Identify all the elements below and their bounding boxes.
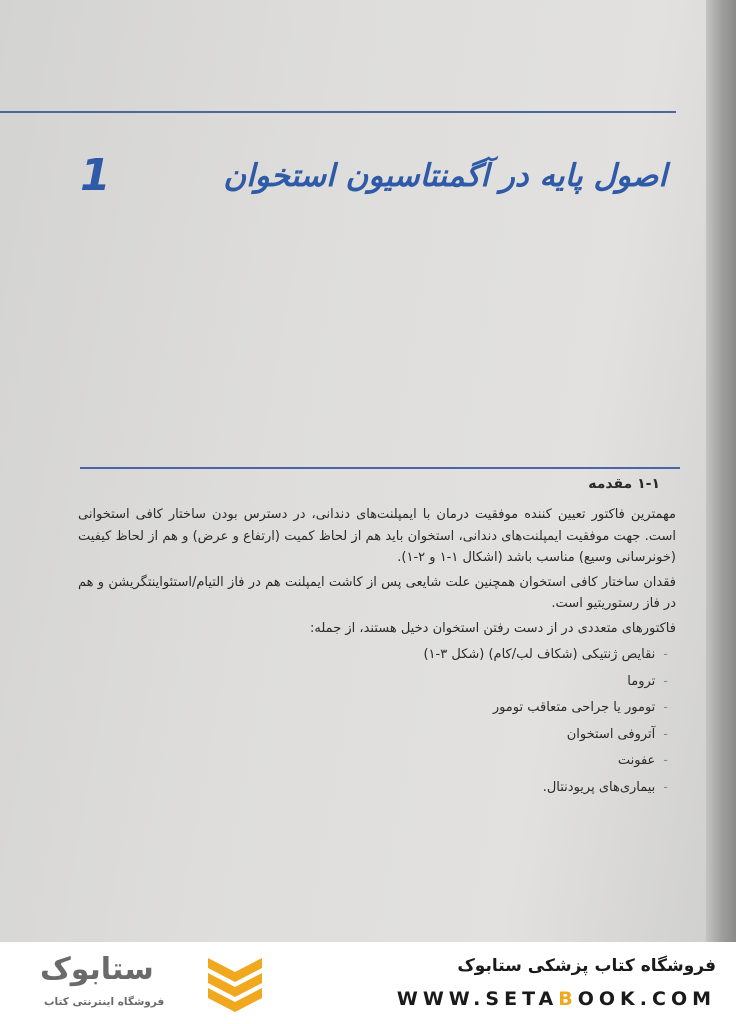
paragraph: فقدان ساختار کافی استخوان همچنین علت شایعی پس از کاشت ایمپلنت هم در فاز التیام/استئواینتگریشن و هم در فاز رستوریتیو است. [78, 574, 676, 611]
list-item: -بیماری‌های پریودنتال. [542, 779, 668, 795]
list-item: -آتروفی استخوان [566, 726, 668, 742]
chapter-number: 1 [80, 150, 111, 201]
list-item: -نقایص ژنتیکی (شکاف لب/کام) (شکل ۳-۱) [423, 647, 668, 662]
store-name: فروشگاه کتاب پزشکی ستابوک [457, 956, 716, 976]
bullet-dash: - [663, 753, 668, 768]
factor-list [78, 642, 676, 801]
url-accent-letter: B [558, 988, 578, 1010]
bullet-dash: - [663, 673, 668, 689]
section-rule [80, 467, 680, 469]
section-body [78, 504, 676, 801]
paragraph: مهمترین فاکتور تعیین کننده موفقیت درمان با ایمپلنت‌های دندانی، در دسترس بودن ساختار کافی استخوانی است. جهت موفقیت ایمپلنت‌های دندانی، استخوان باید هم از لحاظ کمیت (ارتفاع و عرض) و هم از لحاظ کیفیت (خونرسانی وسیع) مناسب باشد (اشکال ۱-۱ و ۲-۱). [78, 507, 676, 565]
list-item: -عفونت [617, 753, 668, 768]
watermark-footer [0, 942, 736, 1024]
list-item: -تروما [627, 673, 668, 689]
store-url[interactable]: WWW.SETABOOK.COM [396, 988, 716, 1010]
chapter-top-rule [0, 111, 676, 113]
bullet-dash: - [663, 779, 668, 795]
chapter-title: اصول پایه در آگمنتاسیون استخوان [223, 158, 667, 194]
section-heading: ۱-۱ مقدمه [588, 476, 660, 492]
bullet-dash: - [663, 647, 668, 662]
logo-wordmark: ستابوک [40, 952, 154, 987]
bullet-dash: - [663, 700, 668, 715]
bullet-dash: - [663, 726, 668, 742]
page-edge-shadow [706, 0, 736, 942]
paragraph: فاکتورهای متعددی در از دست رفتن استخوان دخیل هستند، از جمله: [310, 620, 676, 636]
chevron-logo-icon [206, 956, 264, 1012]
logo-tagline: فروشگاه اینترنتی کتاب [44, 996, 165, 1008]
list-item: -تومور یا جراحی متعاقب تومور [492, 700, 668, 715]
